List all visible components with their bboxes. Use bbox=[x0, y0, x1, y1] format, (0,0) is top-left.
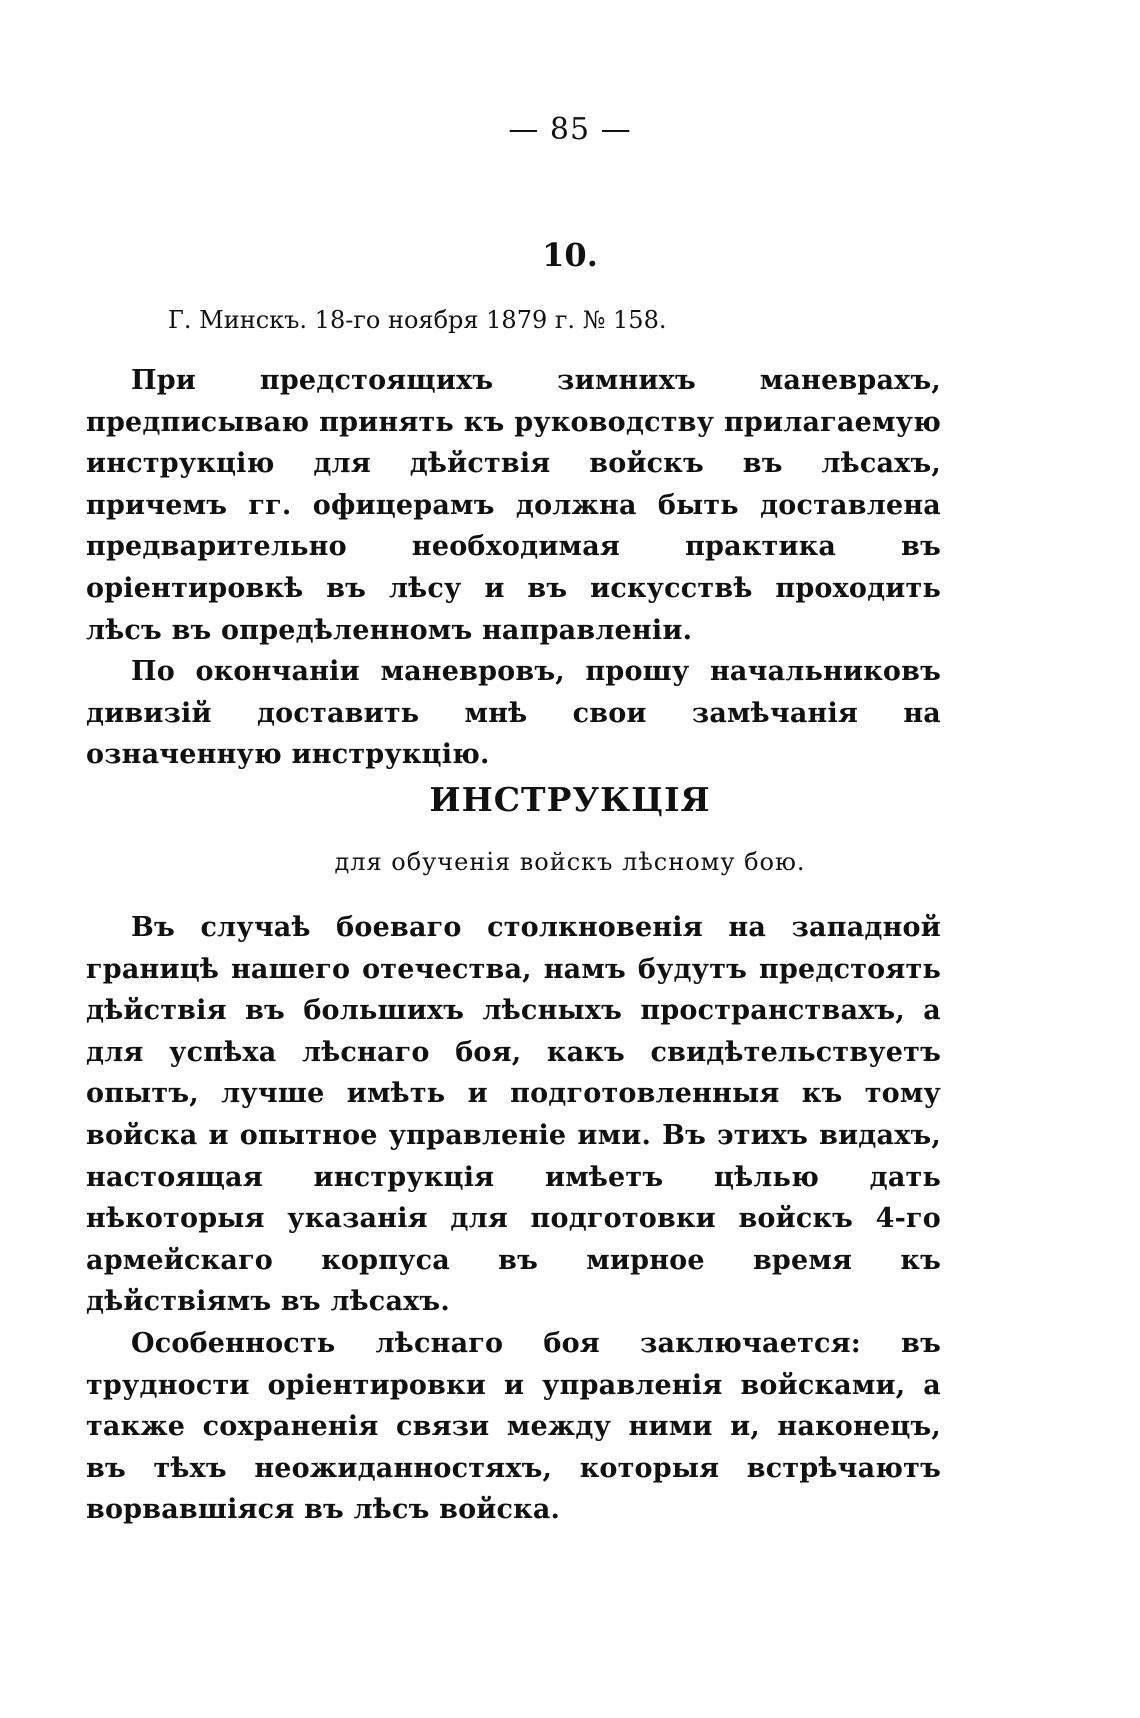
order-text bbox=[86, 360, 941, 776]
order-paragraph-2: По окончаніи маневровъ, прошу начальниковъ дивизій доставить мнѣ свои замѣчанія на означенную инструкцію. bbox=[86, 656, 941, 771]
instruction-text bbox=[86, 907, 941, 1531]
instruction-subtitle: для обученія войскъ лѣсному бою. bbox=[334, 848, 806, 876]
order-paragraph-1: При предстоящихъ зимнихъ маневрахъ, предписываю принять къ руководству прилагаемую инструкцію для дѣйствія войскъ въ лѣсахъ, причемъ гг. офицерамъ должна быть доставлена предварительно необходимая практика въ оріентировкѣ въ лѣсу и въ искусствѣ проходить лѣсъ въ опредѣленномъ направленіи. bbox=[86, 365, 941, 646]
instruction-paragraph-1: Въ случаѣ боеваго столкновенія на западной границѣ нашего отечества, намъ будутъ предстоять дѣйствія въ большихъ лѣсныхъ пространствахъ, а для успѣха лѣснаго боя, какъ свидѣтельствуетъ опытъ, лучше имѣть и подготовленныя къ тому войска и опытное управленіе ими. Въ этихъ видахъ, настоящая инструкція имѣетъ цѣлью дать нѣкоторыя указанія для подготовки войскъ 4-го армейскаго корпуса въ мирное время къ дѣйствіямъ въ лѣсахъ. bbox=[86, 912, 941, 1318]
instruction-title: ИНСТРУКЦІЯ bbox=[429, 780, 711, 819]
dateline: Г. Минскъ. 18-го ноября 1879 г. № 158. bbox=[168, 306, 667, 334]
document-number: 10. bbox=[542, 236, 598, 274]
page-number: — 85 — bbox=[508, 112, 632, 147]
instruction-paragraph-2: Особенность лѣснаго боя заключается: въ трудности оріентировки и управленія войсками, а также сохраненія связи между ними и, наконецъ, въ тѣхъ неожиданностяхъ, которыя встрѣчаютъ ворвавшіяся въ лѣсъ войска. bbox=[86, 1327, 941, 1526]
